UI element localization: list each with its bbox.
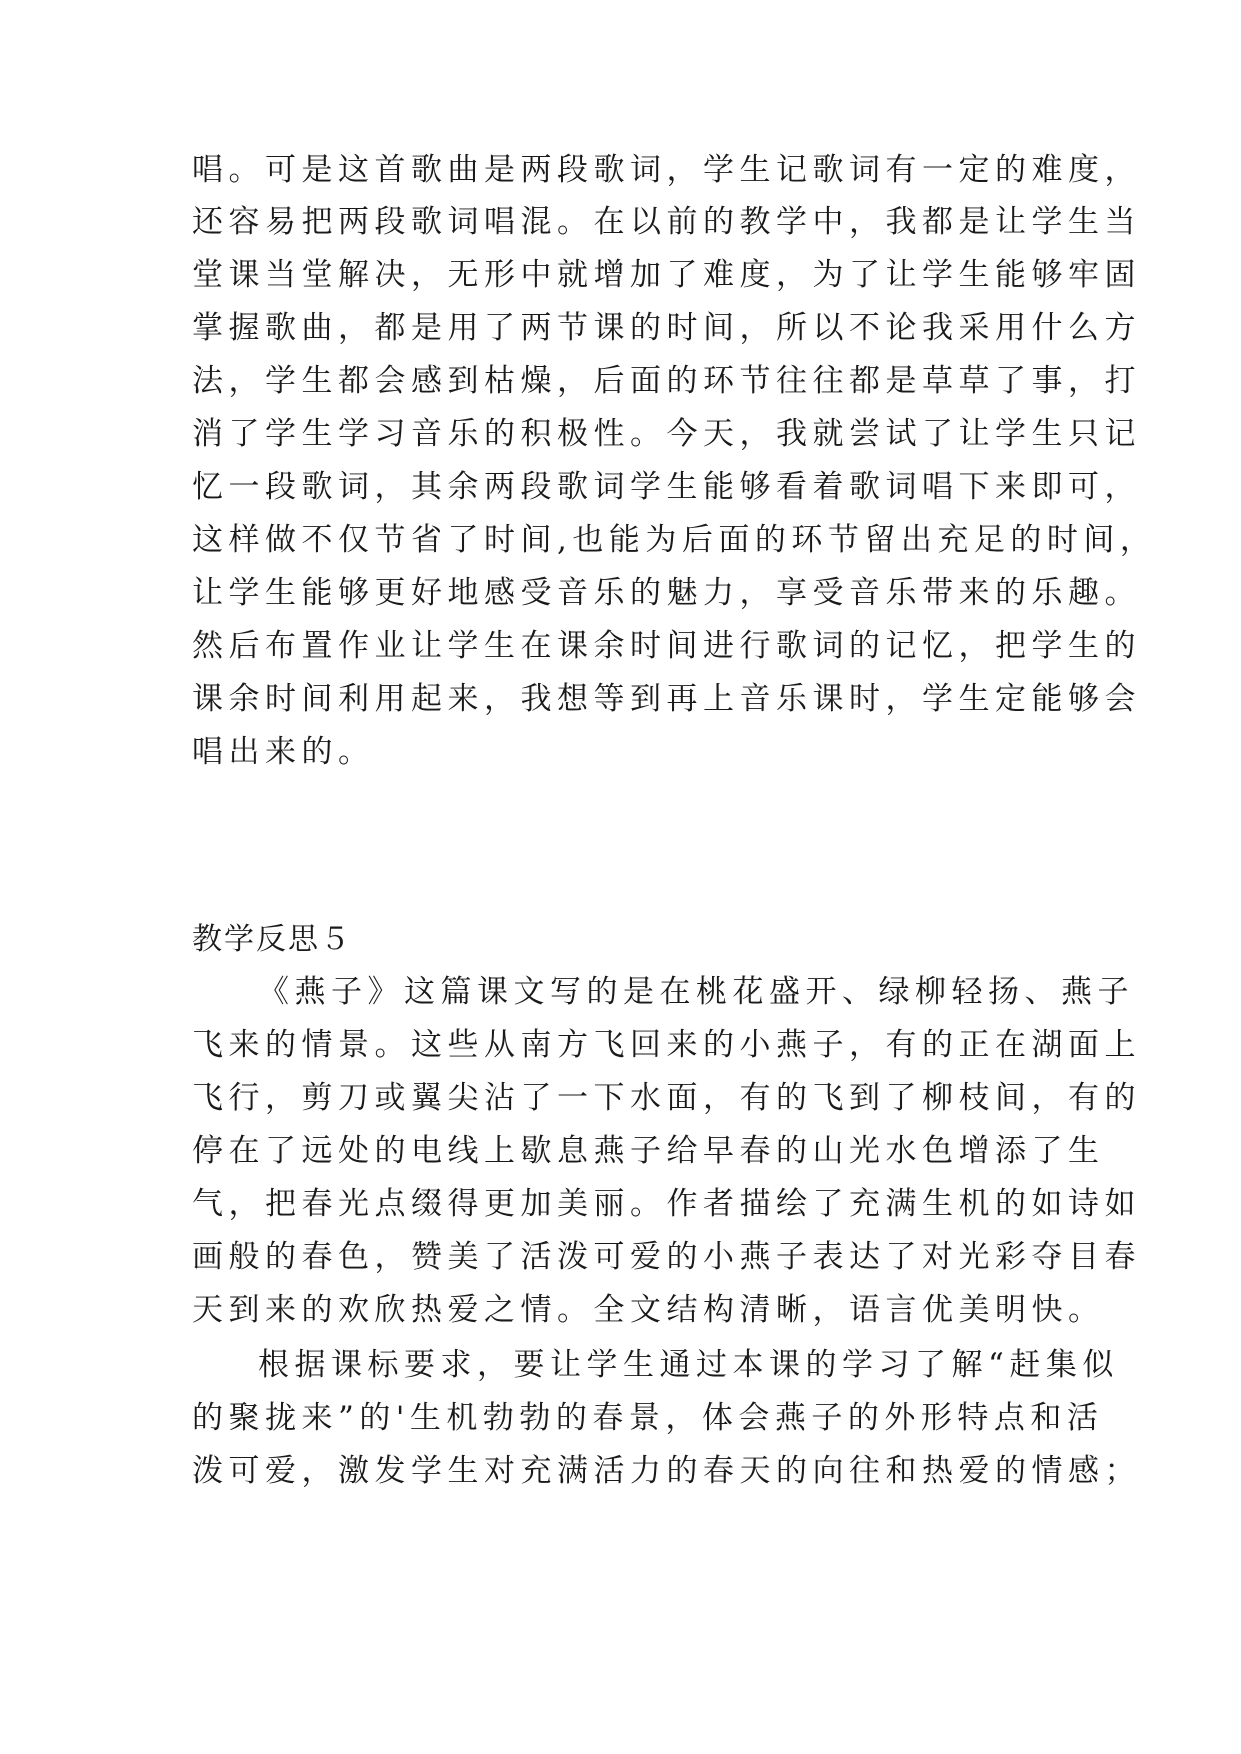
text-line: 唱出来的。 — [192, 734, 375, 770]
text-line: 唱。可是这首歌曲是两段歌词，学生记歌词有一定的难度， — [192, 152, 1141, 188]
text-line: 泼可爱，激发学生对充满活力的春天的向往和热爱的情感； — [192, 1453, 1141, 1489]
text-line: 飞来的情景。这些从南方飞回来的小燕子，有的正在湖面上 — [192, 1027, 1141, 1063]
text-line: 让学生能够更好地感受音乐的魅力，享受音乐带来的乐趣。 — [192, 575, 1141, 611]
text-line: 忆一段歌词，其余两段歌词学生能够看着歌词唱下来即可， — [192, 469, 1141, 505]
text-line: 飞行，剪刀或翼尖沾了一下水面，有的飞到了柳枝间，有的 — [192, 1080, 1141, 1116]
text-line: 的聚拢来”的'生机勃勃的春景，体会燕子的外形特点和活 — [192, 1400, 1104, 1436]
text-line: 课余时间利用起来，我想等到再上音乐课时，学生定能够会 — [192, 681, 1141, 717]
text-line: 然后布置作业让学生在课余时间进行歌词的记忆，把学生的 — [192, 628, 1141, 664]
text-line: 法，学生都会感到枯燥，后面的环节往往都是草草了事，打 — [192, 363, 1141, 399]
text-line: 这样做不仅节省了时间,也能为后面的环节留出充足的时间， — [192, 522, 1157, 558]
text-line: 消了学生学习音乐的积极性。今天，我就尝试了让学生只记 — [192, 416, 1141, 452]
text-line: 停在了远处的电线上歇息燕子给早春的山光水色增添了生 — [192, 1133, 1105, 1169]
text-line: 根据课标要求，要让学生通过本课的学习了解“赶集似 — [258, 1347, 1119, 1383]
text-line: 《燕子》这篇课文写的是在桃花盛开、绿柳轻扬、燕子 — [258, 974, 1134, 1010]
section-heading: 教学反思５ — [192, 922, 352, 957]
text-line: 堂课当堂解决，无形中就增加了难度，为了让学生能够牢固 — [192, 257, 1141, 293]
text-line: 还容易把两段歌词唱混。在以前的教学中，我都是让学生当 — [192, 204, 1141, 240]
text-line: 天到来的欢欣热爱之情。全文结构清晰，语言优美明快。 — [192, 1292, 1105, 1328]
text-line: 掌握歌曲，都是用了两节课的时间，所以不论我采用什么方 — [192, 310, 1141, 346]
text-line: 画般的春色，赞美了活泼可爱的小燕子表达了对光彩夺目春 — [192, 1239, 1141, 1275]
text-line: 气，把春光点缀得更加美丽。作者描绘了充满生机的如诗如 — [192, 1186, 1141, 1222]
